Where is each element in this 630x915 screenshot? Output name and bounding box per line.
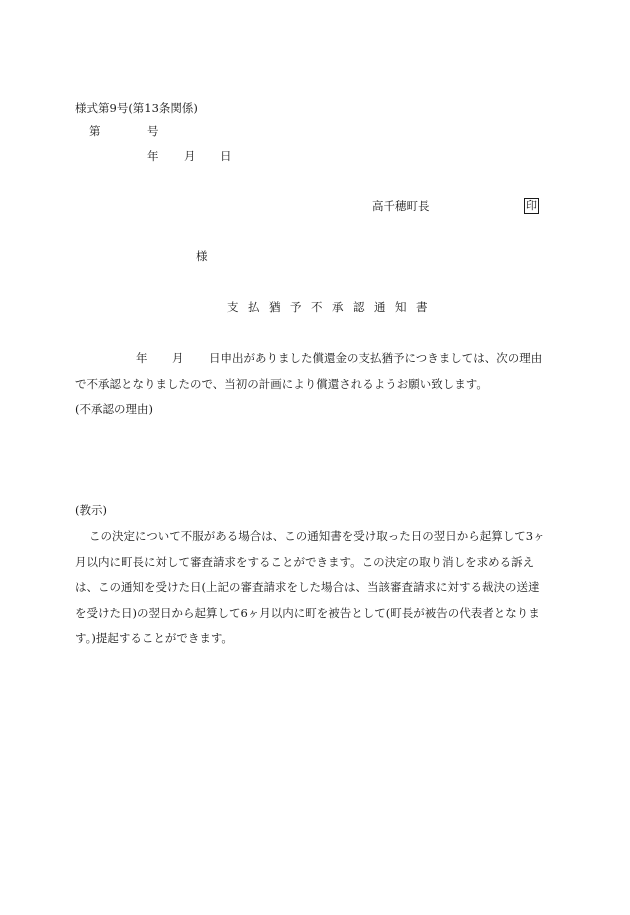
issuer-name: 高千穂町長 [372, 199, 430, 213]
reason-heading: (不承認の理由) [75, 402, 153, 416]
title-char: 予 [290, 300, 302, 314]
body-line-2: で不承認となりましたので、当初の計画により償還されるようお願い致します。 [75, 377, 488, 391]
title-char: 払 [248, 300, 260, 314]
document-number-prefix: 第 [89, 124, 101, 138]
notice-line-3: は、この通知を受けた日(上記の審査請求をした場合は、当該審査請求に対する裁決の送達 [75, 580, 540, 594]
title-char: 知 [395, 300, 407, 314]
notice-line-4: を受けた日)の翌日から起算して6ヶ月以内に町を被告として(町長が被告の代表者となりま [75, 606, 540, 620]
title-char: 承 [332, 300, 344, 314]
title-char: 認 [353, 300, 365, 314]
notice-line-2: 月以内に町長に対して審査請求をすることができます。この決定の取り消しを求める訴え [75, 555, 535, 569]
seal-stamp-box [524, 198, 539, 214]
body-month-label: 月 [172, 351, 184, 365]
document-number-suffix: 号 [147, 124, 159, 138]
date-month-label: 月 [184, 149, 196, 163]
title-char: 書 [416, 300, 428, 314]
date-day-label: 日 [220, 149, 232, 163]
body-year-label: 年 [136, 351, 148, 365]
notice-line-1: この決定について不服がある場合は、この通知書を受け取った日の翌日から起算して3ヶ [89, 529, 545, 543]
document-title [227, 302, 437, 314]
notice-line-5: す。)提起することができます。 [75, 631, 233, 645]
body-line-1: 日申出がありました償還金の支払猶予につきましては、次の理由 [209, 351, 543, 365]
title-char: 通 [374, 300, 386, 314]
form-number: 様式第9号(第13条関係) [75, 101, 198, 115]
title-char: 猶 [269, 300, 281, 314]
recipient-honorific: 様 [196, 249, 208, 263]
seal-label: 印 [526, 199, 537, 212]
title-char: 支 [227, 300, 239, 314]
date-year-label: 年 [147, 149, 159, 163]
title-char: 不 [311, 300, 323, 314]
notice-heading: (教示) [75, 503, 107, 517]
